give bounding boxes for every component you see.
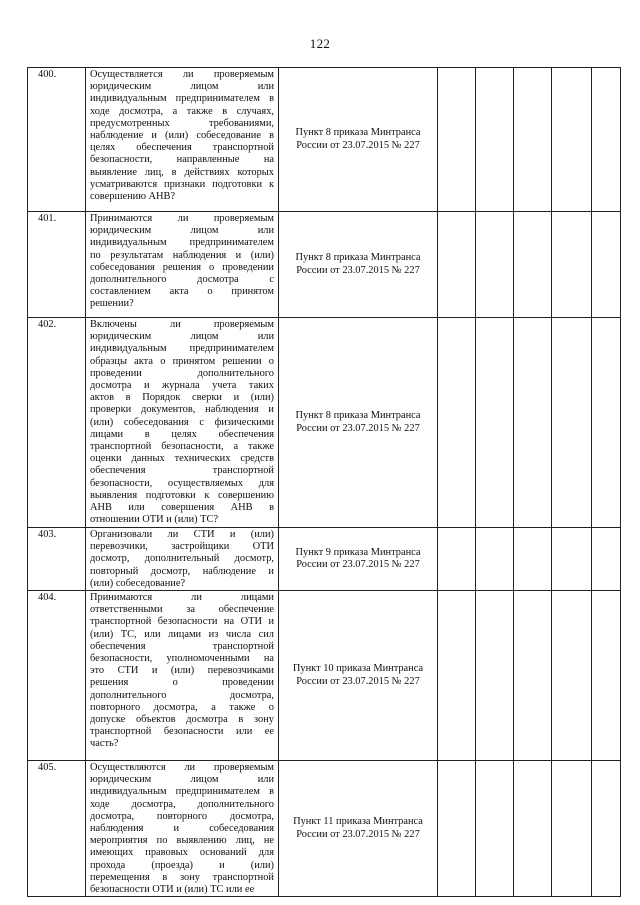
- question-line: (или) ТС, или лицами из числа сил: [90, 628, 274, 640]
- extra-cell: [592, 528, 621, 591]
- row-number: 400.: [28, 68, 86, 212]
- question-line: безопасности, осуществляемых для: [90, 477, 274, 489]
- answer-na-cell: [514, 318, 552, 528]
- row-number: 401.: [28, 212, 86, 318]
- question-line: усматриваются признаки подготовки к: [90, 178, 274, 190]
- question-line: (или) собеседование?: [90, 577, 186, 589]
- question-line: перевозчики, застройщики ОТИ: [90, 541, 274, 553]
- row-number: 403.: [28, 528, 86, 591]
- question-line: досмотра и журнала учета таких: [90, 380, 274, 392]
- question-line: транспортной безопасности, а также: [90, 441, 274, 453]
- question-line: досмотр, дополнительный досмотр,: [90, 553, 274, 565]
- requirement-question: [86, 68, 279, 212]
- checklist-row: [28, 318, 621, 528]
- checklist-row: [28, 68, 621, 212]
- answer-no-cell: [476, 318, 514, 528]
- question-line: дополнительного досмотра с: [90, 274, 274, 286]
- extra-cell: [592, 761, 621, 897]
- extra-cell: [592, 68, 621, 212]
- question-line: индивидуальным предпринимателем в: [90, 93, 274, 105]
- question-line: юридическим лицом или: [90, 774, 274, 786]
- extra-cell: [592, 591, 621, 761]
- answer-na-cell: [514, 761, 552, 897]
- note-cell: [552, 212, 592, 318]
- requirement-question: [86, 528, 279, 591]
- question-line: юридическим лицом или: [90, 81, 274, 93]
- answer-no-cell: [476, 212, 514, 318]
- note-cell: [552, 528, 592, 591]
- question-line: юридическим лицом или: [90, 331, 274, 343]
- question-line: предусмотренных требованиями,: [90, 117, 274, 129]
- question-line: проверки документов, наблюдения и: [90, 404, 274, 416]
- page-number: 122: [309, 36, 331, 51]
- note-cell: [552, 318, 592, 528]
- answer-yes-cell: [438, 591, 476, 761]
- question-line: транспортной безопасности или ее: [90, 726, 274, 738]
- question-line: образцы акта о принятом решении о: [90, 355, 274, 367]
- requirement-question: [86, 591, 279, 761]
- legal-reference: Пункт 11 приказа Минтранса России от 23.07.2015 № 227: [279, 761, 438, 897]
- row-number: 404.: [28, 591, 86, 761]
- question-line: совершению АНВ?: [90, 191, 176, 203]
- question-line: наблюдение и (или) собеседование в: [90, 130, 274, 142]
- legal-reference: Пункт 10 приказа Минтранса России от 23.07.2015 № 227: [279, 591, 438, 761]
- row-number: 405.: [28, 761, 86, 897]
- question-line: безопасности, направленные на: [90, 154, 274, 166]
- extra-cell: [592, 318, 621, 528]
- question-line: транспортной безопасности на ОТИ и: [90, 616, 274, 628]
- note-cell: [552, 68, 592, 212]
- question-line: Включены ли проверяемым: [90, 319, 274, 330]
- checklist-table: [27, 67, 621, 897]
- question-line: индивидуальным предпринимателем в: [90, 786, 274, 798]
- question-line: АНВ или совершения АНВ в: [90, 502, 274, 514]
- answer-yes-cell: [438, 528, 476, 591]
- question-line: решении?: [90, 298, 134, 310]
- question-line: выявление лиц, в действиях которых: [90, 166, 274, 178]
- question-line: это СТИ и (или) перевозчиками: [90, 665, 274, 677]
- question-line: собеседования решения о проведении: [90, 261, 274, 273]
- question-line: выявления подготовки к совершению: [90, 489, 274, 501]
- question-line: обеспечения транспортной: [90, 640, 274, 652]
- question-line: безопасности, уполномоченными на: [90, 653, 274, 665]
- checklist-row: [28, 212, 621, 318]
- extra-cell: [592, 212, 621, 318]
- requirement-question: [86, 212, 279, 318]
- answer-yes-cell: [438, 318, 476, 528]
- question-line: безопасности ОТИ и (или) ТС или ее: [90, 884, 255, 896]
- question-line: мероприятия по выявлению лиц, не: [90, 835, 274, 847]
- requirement-question: [86, 318, 279, 528]
- answer-no-cell: [476, 591, 514, 761]
- row-number: 402.: [28, 318, 86, 528]
- question-line: проведении дополнительного: [90, 367, 274, 379]
- note-cell: [552, 591, 592, 761]
- question-line: повторный досмотр, наблюдение и: [90, 565, 274, 577]
- answer-na-cell: [514, 212, 552, 318]
- question-line: Осуществляются ли проверяемым: [90, 762, 274, 774]
- question-line: часть?: [90, 738, 119, 750]
- question-line: дополнительного досмотра,: [90, 689, 274, 701]
- question-line: решения о проведении: [90, 677, 274, 689]
- question-line: лицами в целях обеспечения: [90, 428, 274, 440]
- answer-na-cell: [514, 68, 552, 212]
- question-line: индивидуальным предпринимателем: [90, 237, 274, 249]
- answer-na-cell: [514, 591, 552, 761]
- question-line: Осуществляется ли проверяемым: [90, 69, 274, 80]
- question-line: оценки данных технических средств: [90, 453, 274, 465]
- table-body: [28, 68, 621, 897]
- question-line: перемещения в зону транспортной: [90, 871, 274, 883]
- legal-reference: Пункт 8 приказа Минтранса России от 23.07.2015 № 227: [279, 212, 438, 318]
- checklist-row: [28, 591, 621, 761]
- answer-no-cell: [476, 528, 514, 591]
- question-line: обеспечения транспортной: [90, 465, 274, 477]
- question-line: допуске объектов досмотра в зону: [90, 714, 274, 726]
- question-line: Принимаются ли лицами: [90, 592, 274, 604]
- question-line: целях обеспечения транспортной: [90, 142, 274, 154]
- question-line: актов в Порядок сверки и (или): [90, 392, 274, 404]
- requirement-question: [86, 761, 279, 897]
- question-line: досмотра, повторного досмотра,: [90, 810, 274, 822]
- question-line: Принимаются ли проверяемым: [90, 213, 274, 224]
- question-line: (или) собеседования с физическими: [90, 416, 274, 428]
- question-line: ходе досмотра, а также в случаях,: [90, 105, 274, 117]
- answer-yes-cell: [438, 212, 476, 318]
- checklist-row: [28, 761, 621, 897]
- question-line: ответственными за обеспечение: [90, 604, 274, 616]
- answer-no-cell: [476, 761, 514, 897]
- question-line: индивидуальным предпринимателем: [90, 343, 274, 355]
- note-cell: [552, 761, 592, 897]
- question-line: ходе досмотра, дополнительного: [90, 798, 274, 810]
- answer-yes-cell: [438, 761, 476, 897]
- question-line: повторного досмотра, а также о: [90, 701, 274, 713]
- question-line: отношении ОТИ и (или) ТС?: [90, 514, 219, 526]
- legal-reference: Пункт 8 приказа Минтранса России от 23.07.2015 № 227: [279, 318, 438, 528]
- question-line: составлением акта о принятом: [90, 286, 274, 298]
- question-line: юридическим лицом или: [90, 225, 274, 237]
- legal-reference: Пункт 9 приказа Минтранса России от 23.07.2015 № 227: [279, 528, 438, 591]
- answer-yes-cell: [438, 68, 476, 212]
- question-line: имеющих правовых оснований для: [90, 847, 274, 859]
- question-line: по результатам наблюдения и (или): [90, 249, 274, 261]
- checklist-row: [28, 528, 621, 591]
- legal-reference: Пункт 8 приказа Минтранса России от 23.07.2015 № 227: [279, 68, 438, 212]
- answer-no-cell: [476, 68, 514, 212]
- question-line: Организовали ли СТИ и (или): [90, 529, 274, 540]
- question-line: прохода (проезда) и (или): [90, 859, 274, 871]
- answer-na-cell: [514, 528, 552, 591]
- question-line: наблюдения и собеседования: [90, 823, 274, 835]
